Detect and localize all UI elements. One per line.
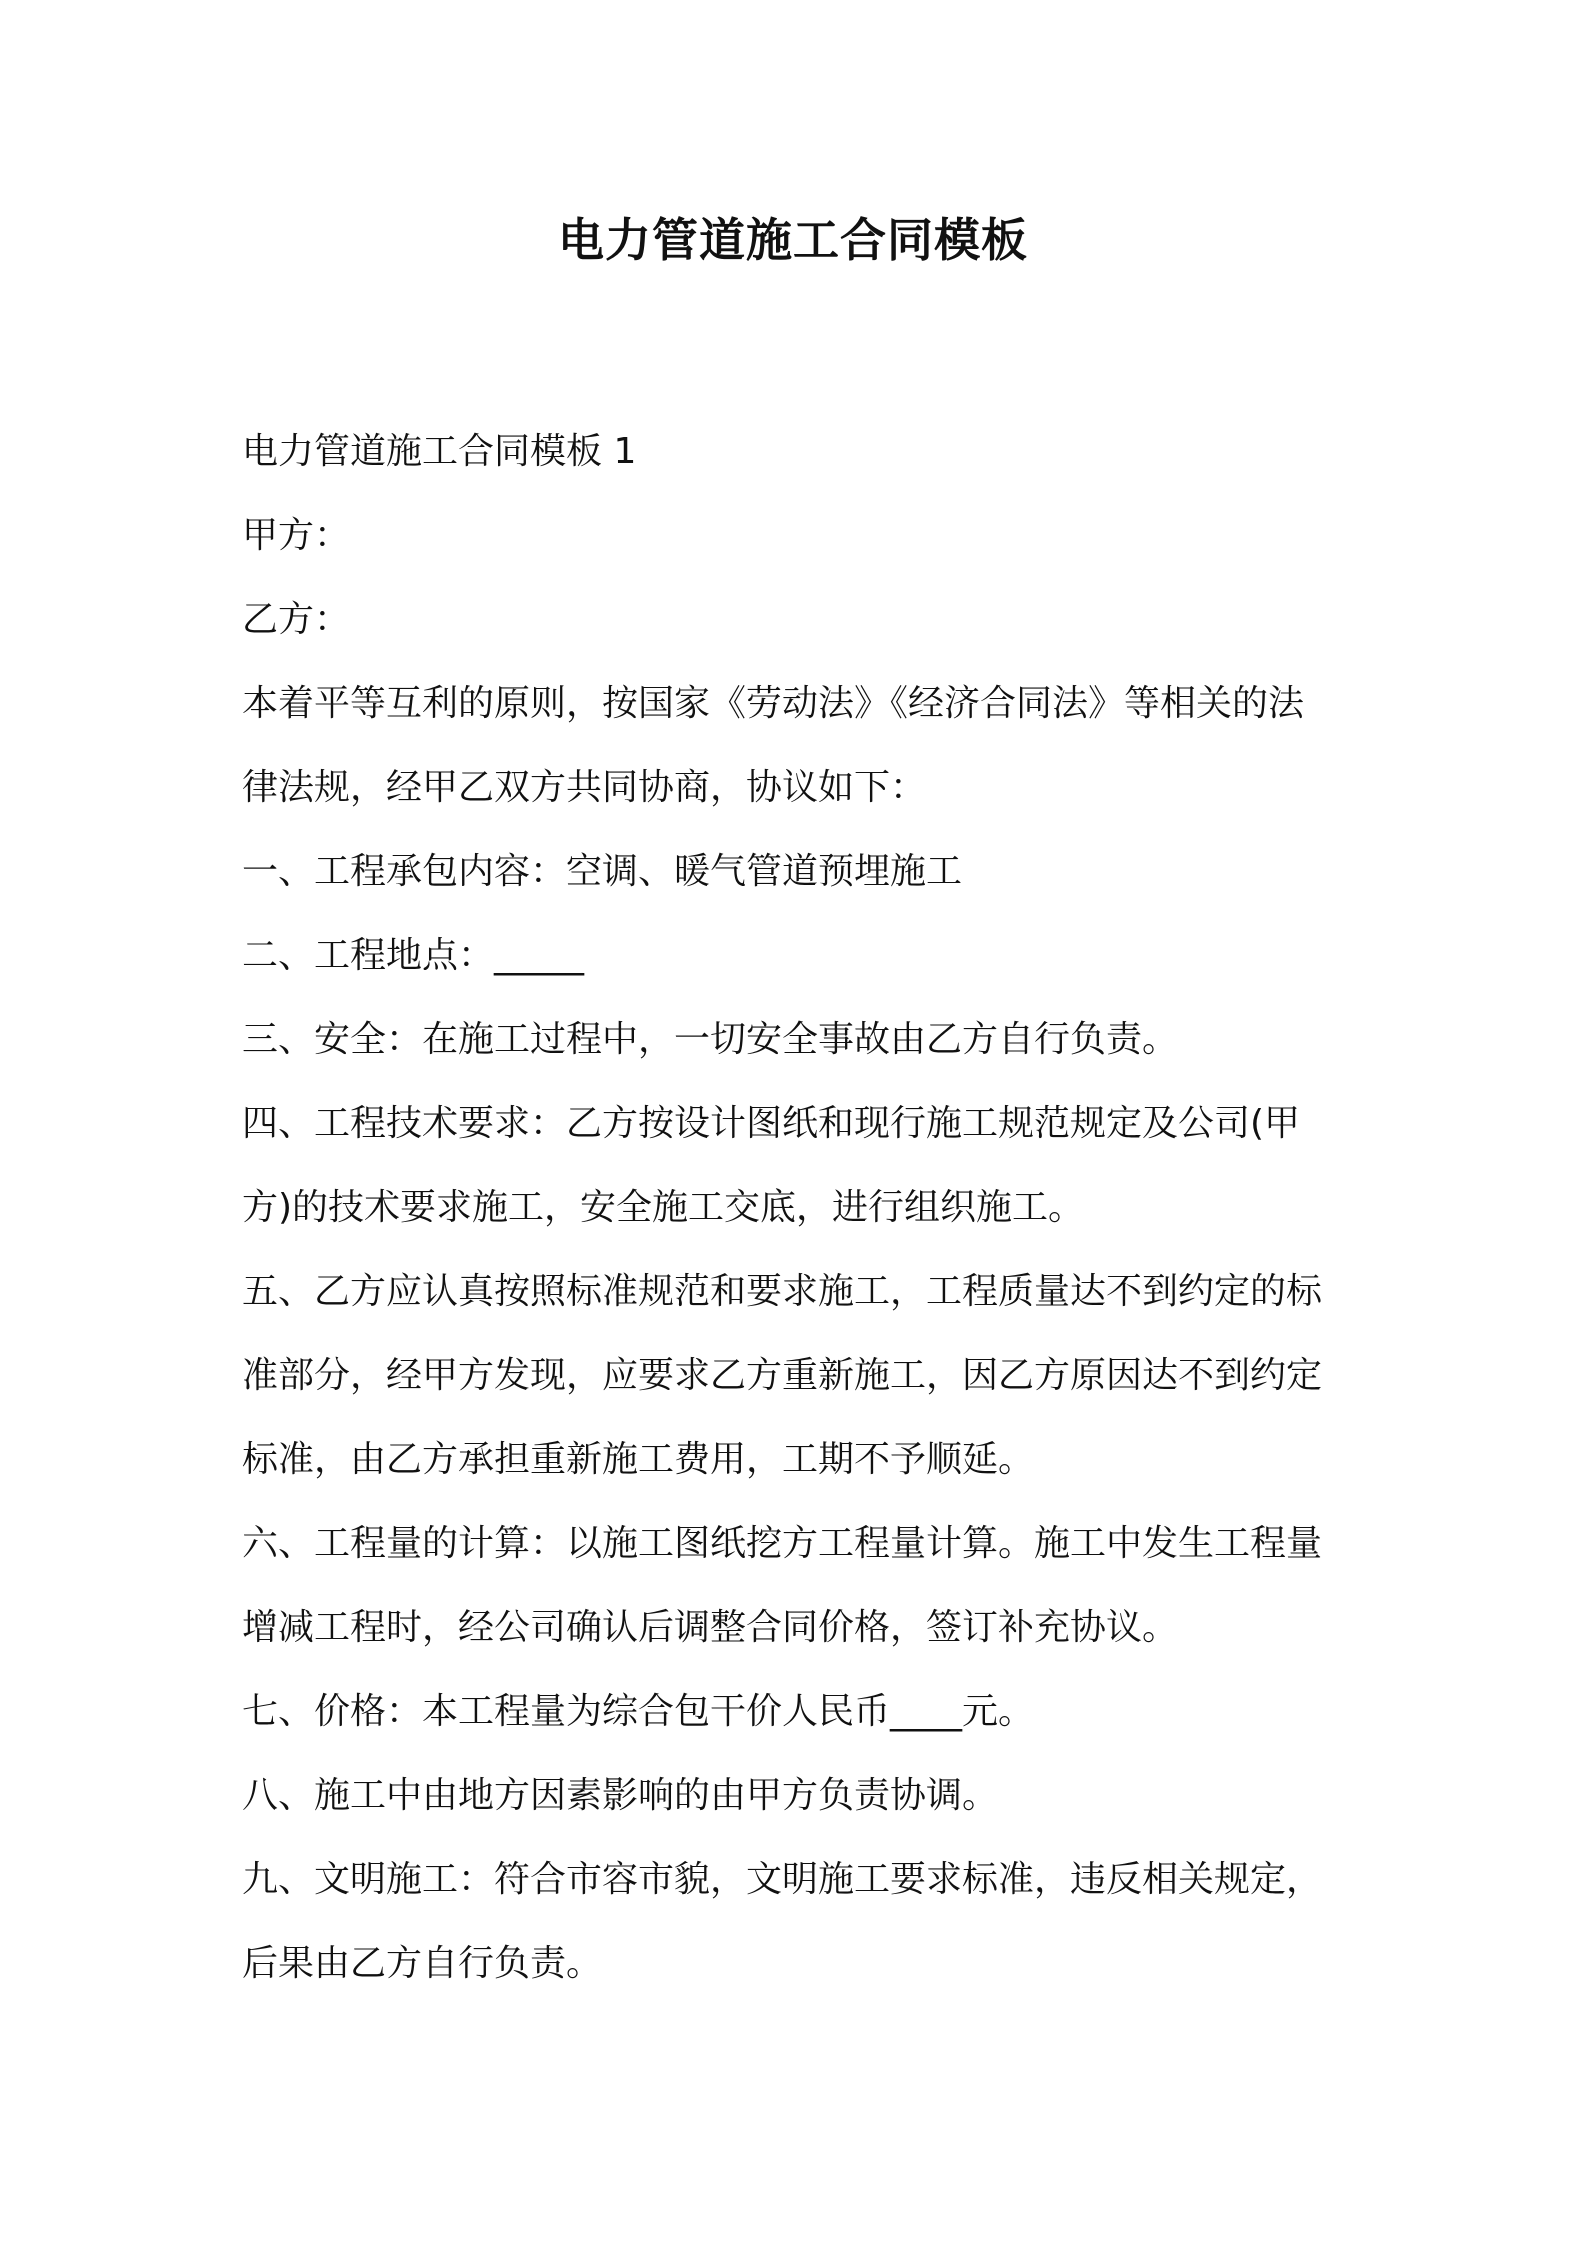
preamble-line-1: 本着平等互利的原则，按国家《劳动法》《经济合同法》等相关的法 <box>242 683 1305 724</box>
clause-5-line-3: 标准，由乙方承担重新施工费用，工期不予顺延。 <box>242 1439 1035 1480</box>
clause-8-line: 八、施工中由地方因素影响的由甲方负责协调。 <box>242 1775 999 1816</box>
clause-1-line: 一、工程承包内容：空调、暖气管道预埋施工 <box>242 851 963 892</box>
clause-7-line: 七、价格：本工程量为综合包干价人民币____元。 <box>242 1691 1035 1732</box>
party-b-line: 乙方： <box>242 599 351 640</box>
clause-2-line: 二、工程地点：_____ <box>242 935 585 976</box>
party-a-line: 甲方： <box>242 515 351 556</box>
section-heading: 电力管道施工合同模板 1 <box>242 431 637 472</box>
clause-4-line-2: 方)的技术要求施工，安全施工交底，进行组织施工。 <box>242 1187 1085 1228</box>
preamble-line-2: 律法规，经甲乙双方共同协商，协议如下： <box>242 767 927 808</box>
clause-9-line-1: 九、文明施工：符合市容市貌，文明施工要求标准，违反相关规定， <box>242 1859 1323 1900</box>
clause-5-line-1: 五、乙方应认真按照标准规范和要求施工，工程质量达不到约定的标 <box>242 1271 1323 1312</box>
clause-4-line-1: 四、工程技术要求：乙方按设计图纸和现行施工规范规定及公司(甲 <box>242 1103 1301 1144</box>
clause-9-line-2: 后果由乙方自行负责。 <box>242 1943 603 1984</box>
document-title: 电力管道施工合同模板 <box>558 213 1028 267</box>
clause-3-line: 三、安全：在施工过程中，一切安全事故由乙方自行负责。 <box>242 1019 1179 1060</box>
clause-6-line-2: 增减工程时，经公司确认后调整合同价格，签订补充协议。 <box>242 1607 1179 1648</box>
document-body <box>242 410 1362 2006</box>
clause-6-line-1: 六、工程量的计算：以施工图纸挖方工程量计算。施工中发生工程量 <box>242 1523 1323 1564</box>
clause-5-line-2: 准部分，经甲方发现，应要求乙方重新施工，因乙方原因达不到约定 <box>242 1355 1323 1396</box>
